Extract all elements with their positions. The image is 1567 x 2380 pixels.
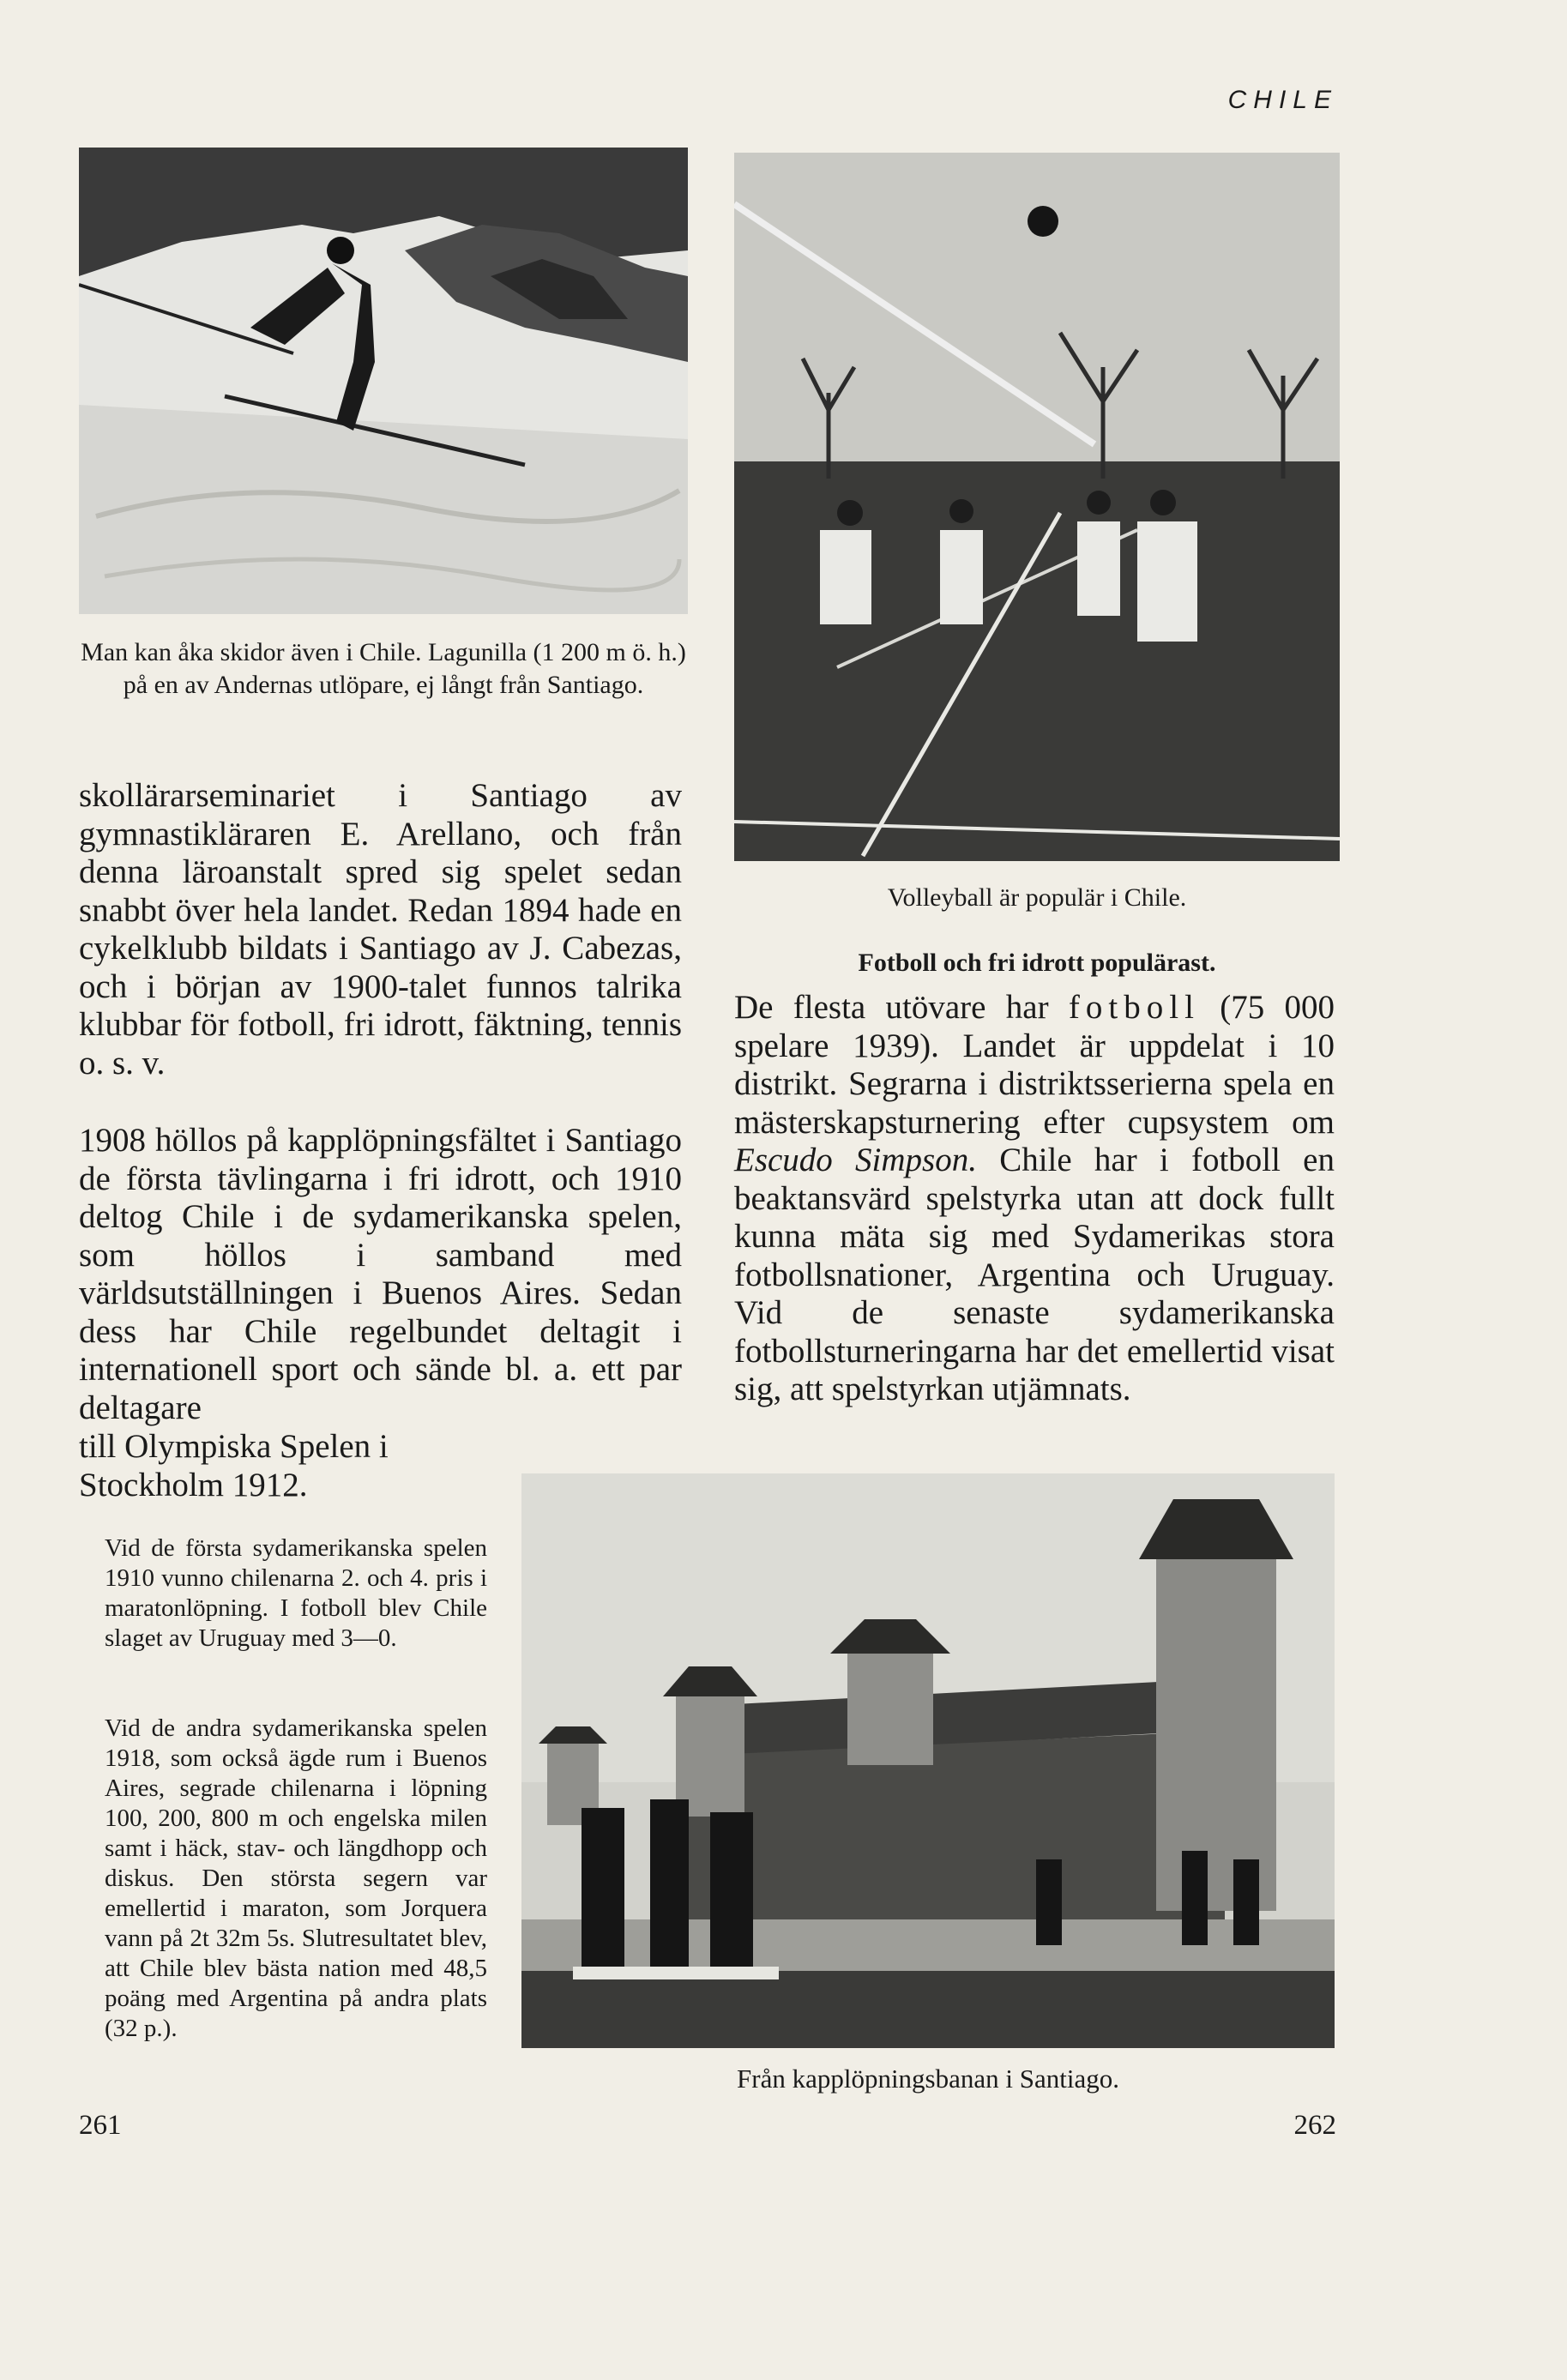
page-number-right: 262 <box>1293 2110 1336 2141</box>
escudo-simpson: Escudo Simpson. <box>734 1142 977 1178</box>
football-paragraph <box>734 989 1335 1409</box>
football-paragraph-start: De flesta utövare har <box>734 989 1049 1026</box>
left-column-paragraph1 <box>79 777 682 1082</box>
paragraph-2-bottom: till Olympiska Spelen i Stockholm 1912. <box>79 1428 389 1503</box>
left-column-paragraph2-end <box>79 1428 525 1504</box>
volleyball-caption: Volleyball är populär i Chile. <box>887 883 1187 912</box>
small-note-1-text: Vid de första sydamerikanska spelen 1910 vunno chilenarna 2. och 4. pris i maratonlöpning. I fotboll blev Chile slaget av Uruguay med 3—0. <box>105 1534 487 1652</box>
small-note-2-text: Vid de andra sydamerikanska spelen 1918, som också ägde rum i Buenos Aires, segrade chilenarna i löpning 100, 200, 800 m och engelska milen samt i häck, stav- och längdhopp och diskus. Den största segern var emellertid i maraton, som Jorquera vann på 2t 32m 5s. Slutresultatet blev, att Chile blev bästa nation med 48,5 poäng med Argentina på andra plats (32 p.). <box>105 1714 487 2042</box>
section-subheading: Fotboll och fri idrott populärast. <box>858 949 1216 977</box>
small-note-1 <box>105 1533 487 1654</box>
paragraph-2-top: 1908 höllos på kapplöpningsfältet i Santiago de första tävlingarna i fri idrott, och 1910 deltog Chile i de sydamerikanska spelen, som höllos i samband med världsutställningen i Buenos Aires. Sedan dess har Chile regelbundet deltagit i internationell sport och sände bl. a. ett par deltagare <box>79 1122 682 1426</box>
football-word-spaced: fotboll <box>1068 989 1200 1026</box>
football-paragraph-end: Chile har i fotboll en beaktansvärd spelstyrka utan att dock fullt kunna mäta sig med Sydamerikas stora fotbollsnationer, Argentina och Uruguay. Vid de senaste sydamerikanska fotbollsturneringarna har det emellertid visat sig, att spelstyrkan utjämnats. <box>734 1142 1335 1407</box>
volleyball-photo <box>734 153 1340 861</box>
page-number-left: 261 <box>79 2110 122 2141</box>
right-column-paragraph <box>734 989 1335 1409</box>
paragraph-1: skollärarseminariet i Santiago av gymnastikläraren E. Arellano, och från denna läroanstalt spred sig spelet sedan snabbt över hela landet. Redan 1894 hade en cykelklubb bildats i Santiago av J. Cabezas, och i början av 1900-talet funnos talrika klubbar för fotboll, fri idrott, fäktning, tennis o. s. v. <box>79 777 682 1082</box>
running-header: CHILE <box>1227 86 1338 114</box>
skier-photo-icon <box>79 148 688 614</box>
left-column-paragraph2 <box>79 1122 682 1427</box>
racecourse-photo <box>521 1473 1335 2048</box>
ski-caption: Man kan åka skidor även i Chile. Lagunilla (1 200 m ö. h.) på en av Andernas utlöpare, ej långt från Santiago. <box>81 638 686 699</box>
volleyball-photo-icon <box>734 153 1340 861</box>
racecourse-photo-icon <box>521 1473 1335 2048</box>
football-paragraph-mid: (75 000 spelare 1939). Landet är uppdelat i 10 distrikt. Segrarna i distriktsserierna spela en mästerskapsturnering efter cupsystem om <box>734 989 1335 1141</box>
ski-photo <box>79 148 688 614</box>
small-note-2 <box>105 1714 487 2044</box>
racecourse-caption: Från kapplöpningsbanan i Santiago. <box>737 2064 1119 2094</box>
